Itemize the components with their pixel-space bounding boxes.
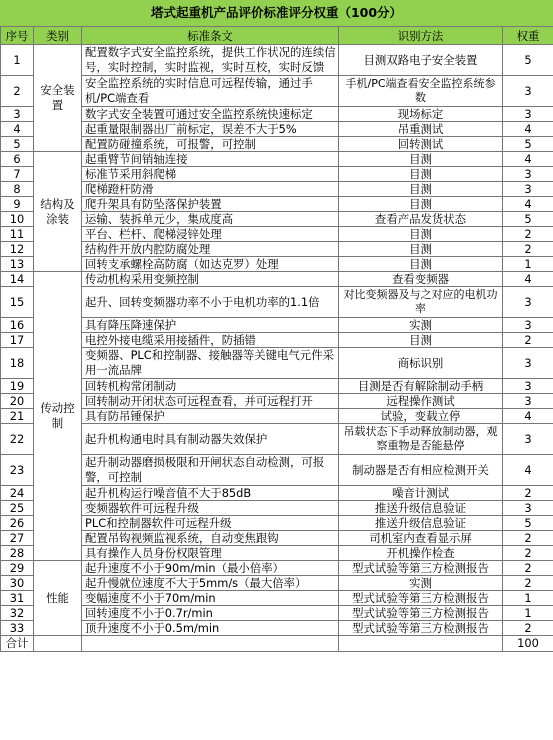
table-row xyxy=(1,272,553,287)
row-standard: 标准节采用斜爬梯 xyxy=(82,167,339,182)
row-weight: 3 xyxy=(503,348,553,379)
row-standard: 变频器软件可远程升级 xyxy=(82,501,339,516)
row-method: 目测 xyxy=(339,257,503,272)
row-method: 目测 xyxy=(339,333,503,348)
row-standard: 回转制动开闭状态可远程查看，并可远程打开 xyxy=(82,394,339,409)
row-no: 25 xyxy=(1,501,34,516)
row-method: 现场标定 xyxy=(339,107,503,122)
total-weight: 100 xyxy=(503,636,553,652)
header-category: 类别 xyxy=(34,27,82,45)
row-no: 31 xyxy=(1,591,34,606)
row-standard: 安全监控系统的实时信息可远程传输，通过手机/PC端查看 xyxy=(82,76,339,107)
row-no: 7 xyxy=(1,167,34,182)
row-method: 商标识别 xyxy=(339,348,503,379)
row-standard: 电控外接电缆采用接插件，防插错 xyxy=(82,333,339,348)
row-no: 17 xyxy=(1,333,34,348)
row-no: 8 xyxy=(1,182,34,197)
row-no: 26 xyxy=(1,516,34,531)
row-standard: 具有降压降速保护 xyxy=(82,318,339,333)
row-weight: 3 xyxy=(503,107,553,122)
row-weight: 2 xyxy=(503,333,553,348)
table-row xyxy=(1,546,553,561)
table-row xyxy=(1,516,553,531)
row-method: 目测 xyxy=(339,242,503,257)
row-weight: 2 xyxy=(503,531,553,546)
table-row xyxy=(1,76,553,107)
row-no: 15 xyxy=(1,287,34,318)
row-method: 制动器是否有相应检测开关 xyxy=(339,455,503,486)
row-weight: 2 xyxy=(503,576,553,591)
row-no: 3 xyxy=(1,107,34,122)
row-method: 吊重测试 xyxy=(339,122,503,137)
row-weight: 5 xyxy=(503,137,553,152)
row-method: 目测 xyxy=(339,182,503,197)
row-method: 实测 xyxy=(339,576,503,591)
row-weight: 3 xyxy=(503,501,553,516)
table-row xyxy=(1,591,553,606)
row-no: 21 xyxy=(1,409,34,424)
table-row xyxy=(1,576,553,591)
row-standard: 爬升架具有防坠落保护装置 xyxy=(82,197,339,212)
row-no: 23 xyxy=(1,455,34,486)
row-standard: 配置防碰撞系统，可报警，可控制 xyxy=(82,137,339,152)
table-row xyxy=(1,394,553,409)
row-weight: 4 xyxy=(503,152,553,167)
category-performance: 性能 xyxy=(34,561,82,636)
row-standard: 回转机构常闭制动 xyxy=(82,379,339,394)
table-row xyxy=(1,287,553,318)
row-method: 推送升级信息验证 xyxy=(339,501,503,516)
table-row xyxy=(1,107,553,122)
row-standard: 起重量限制器出厂前标定，误差不大于5% xyxy=(82,122,339,137)
row-no: 27 xyxy=(1,531,34,546)
row-method: 推送升级信息验证 xyxy=(339,516,503,531)
table-row xyxy=(1,257,553,272)
total-empty-method xyxy=(339,636,503,652)
row-weight: 4 xyxy=(503,122,553,137)
row-no: 33 xyxy=(1,621,34,636)
row-standard: 具有操作人员身份权限管理 xyxy=(82,546,339,561)
table-title: 塔式起重机产品评价标准评分权重（100分） xyxy=(0,0,553,27)
row-method: 目测是否有解除制动手柄 xyxy=(339,379,503,394)
row-method: 司机室内查看显示屏 xyxy=(339,531,503,546)
evaluation-table xyxy=(0,26,553,652)
table-row xyxy=(1,167,553,182)
table-row xyxy=(1,501,553,516)
table-row xyxy=(1,621,553,636)
table-row xyxy=(1,182,553,197)
row-no: 30 xyxy=(1,576,34,591)
header-method: 识别方法 xyxy=(339,27,503,45)
table-row xyxy=(1,531,553,546)
row-method: 对比变频器及与之对应的电机功率 xyxy=(339,287,503,318)
row-standard: PLC和控制器软件可远程升级 xyxy=(82,516,339,531)
row-no: 12 xyxy=(1,242,34,257)
table-row xyxy=(1,137,553,152)
table-row xyxy=(1,318,553,333)
row-no: 13 xyxy=(1,257,34,272)
row-weight: 4 xyxy=(503,197,553,212)
row-weight: 5 xyxy=(503,212,553,227)
row-weight: 2 xyxy=(503,227,553,242)
table-row xyxy=(1,455,553,486)
header-row xyxy=(1,27,553,45)
table-row xyxy=(1,45,553,76)
row-weight: 2 xyxy=(503,561,553,576)
row-no: 1 xyxy=(1,45,34,76)
row-no: 6 xyxy=(1,152,34,167)
table-row xyxy=(1,409,553,424)
row-no: 19 xyxy=(1,379,34,394)
table-row xyxy=(1,333,553,348)
row-no: 16 xyxy=(1,318,34,333)
table-row xyxy=(1,424,553,455)
row-method: 型式试验等第三方检测报告 xyxy=(339,606,503,621)
row-weight: 1 xyxy=(503,591,553,606)
header-weight: 权重 xyxy=(503,27,553,45)
row-standard: 变频器、PLC和控制器、接触器等关键电气元件采用一流品牌 xyxy=(82,348,339,379)
row-weight: 3 xyxy=(503,167,553,182)
row-weight: 1 xyxy=(503,257,553,272)
row-no: 22 xyxy=(1,424,34,455)
row-weight: 5 xyxy=(503,45,553,76)
header-no: 序号 xyxy=(1,27,34,45)
row-method: 查看产品发货状态 xyxy=(339,212,503,227)
row-method: 目测 xyxy=(339,227,503,242)
row-no: 5 xyxy=(1,137,34,152)
row-weight: 2 xyxy=(503,546,553,561)
row-weight: 4 xyxy=(503,272,553,287)
header-standard: 标准条文 xyxy=(82,27,339,45)
row-standard: 回转速度不小于0.7r/min xyxy=(82,606,339,621)
total-label: 合计 xyxy=(1,636,34,652)
row-method: 手机/PC端查看安全监控系统参数 xyxy=(339,76,503,107)
row-weight: 2 xyxy=(503,621,553,636)
row-method: 查看变频器 xyxy=(339,272,503,287)
table-row xyxy=(1,379,553,394)
row-method: 实测 xyxy=(339,318,503,333)
row-standard: 起升制动器磨损极限和开闸状态自动检测，可报警，可控制 xyxy=(82,455,339,486)
total-empty-category xyxy=(34,636,82,652)
row-weight: 3 xyxy=(503,394,553,409)
row-weight: 3 xyxy=(503,182,553,197)
total-empty-standard xyxy=(82,636,339,652)
category-structure: 结构及涂装 xyxy=(34,152,82,272)
row-method: 型式试验等第三方检测报告 xyxy=(339,591,503,606)
table-row xyxy=(1,212,553,227)
table-row xyxy=(1,242,553,257)
row-standard: 起升、回转变频器功率不小于电机功率的1.1倍 xyxy=(82,287,339,318)
row-method: 回转测试 xyxy=(339,137,503,152)
row-standard: 回转支承螺栓高防腐（如达克罗）处理 xyxy=(82,257,339,272)
row-standard: 配置吊钩视频监视系统，自动变焦跟钩 xyxy=(82,531,339,546)
row-method: 型式试验等第三方检测报告 xyxy=(339,621,503,636)
row-standard: 数字式安全装置可通过安全监控系统快速标定 xyxy=(82,107,339,122)
row-no: 18 xyxy=(1,348,34,379)
row-standard: 传动机构采用变频控制 xyxy=(82,272,339,287)
row-method: 目测 xyxy=(339,167,503,182)
row-standard: 起升机构通电时具有制动器失效保护 xyxy=(82,424,339,455)
row-standard: 起升速度不小于90m/min（最小倍率） xyxy=(82,561,339,576)
row-standard: 顶升速度不小于0.5m/min xyxy=(82,621,339,636)
row-method: 目测 xyxy=(339,152,503,167)
row-standard: 配置数字式安全监控系统，提供工作状况的连续信号，实时控制，实时监视，实时互校，实时反馈 xyxy=(82,45,339,76)
row-standard: 具有防吊锤保护 xyxy=(82,409,339,424)
table-row xyxy=(1,122,553,137)
row-no: 10 xyxy=(1,212,34,227)
row-no: 20 xyxy=(1,394,34,409)
row-weight: 4 xyxy=(503,455,553,486)
table-row xyxy=(1,486,553,501)
row-weight: 3 xyxy=(503,76,553,107)
row-standard: 平台、栏杆、爬梯浸锌处理 xyxy=(82,227,339,242)
row-weight: 2 xyxy=(503,486,553,501)
row-weight: 3 xyxy=(503,424,553,455)
table-row xyxy=(1,152,553,167)
category-safety: 安全装置 xyxy=(34,45,82,152)
row-method: 吊载状态下手动释放制动器，观察重物是否能悬停 xyxy=(339,424,503,455)
row-no: 32 xyxy=(1,606,34,621)
row-no: 28 xyxy=(1,546,34,561)
table-row xyxy=(1,606,553,621)
category-drive: 传动控制 xyxy=(34,272,82,561)
row-standard: 运输、装拆单元少，集成度高 xyxy=(82,212,339,227)
row-method: 远程操作测试 xyxy=(339,394,503,409)
row-no: 9 xyxy=(1,197,34,212)
table-row xyxy=(1,561,553,576)
row-weight: 3 xyxy=(503,287,553,318)
row-method: 目测 xyxy=(339,197,503,212)
row-standard: 起升慢就位速度不大于5mm/s（最大倍率） xyxy=(82,576,339,591)
row-method: 开机操作检查 xyxy=(339,546,503,561)
row-method: 试验，变载立停 xyxy=(339,409,503,424)
row-method: 噪音计测试 xyxy=(339,486,503,501)
row-weight: 4 xyxy=(503,409,553,424)
row-weight: 1 xyxy=(503,606,553,621)
row-no: 4 xyxy=(1,122,34,137)
total-row xyxy=(1,636,553,652)
row-method: 型式试验等第三方检测报告 xyxy=(339,561,503,576)
row-weight: 5 xyxy=(503,516,553,531)
row-weight: 3 xyxy=(503,318,553,333)
row-method: 目测双路电子安全装置 xyxy=(339,45,503,76)
row-weight: 3 xyxy=(503,379,553,394)
row-weight: 2 xyxy=(503,242,553,257)
row-standard: 结构件开放内腔防腐处理 xyxy=(82,242,339,257)
table-row xyxy=(1,227,553,242)
row-no: 24 xyxy=(1,486,34,501)
row-standard: 起升机构运行噪音值不大于85dB xyxy=(82,486,339,501)
row-no: 14 xyxy=(1,272,34,287)
row-standard: 起重臂节间销轴连接 xyxy=(82,152,339,167)
row-no: 11 xyxy=(1,227,34,242)
table-row xyxy=(1,348,553,379)
row-no: 29 xyxy=(1,561,34,576)
table-row xyxy=(1,197,553,212)
row-standard: 变幅速度不小于70m/min xyxy=(82,591,339,606)
row-standard: 爬梯蹬杆防滑 xyxy=(82,182,339,197)
row-no: 2 xyxy=(1,76,34,107)
